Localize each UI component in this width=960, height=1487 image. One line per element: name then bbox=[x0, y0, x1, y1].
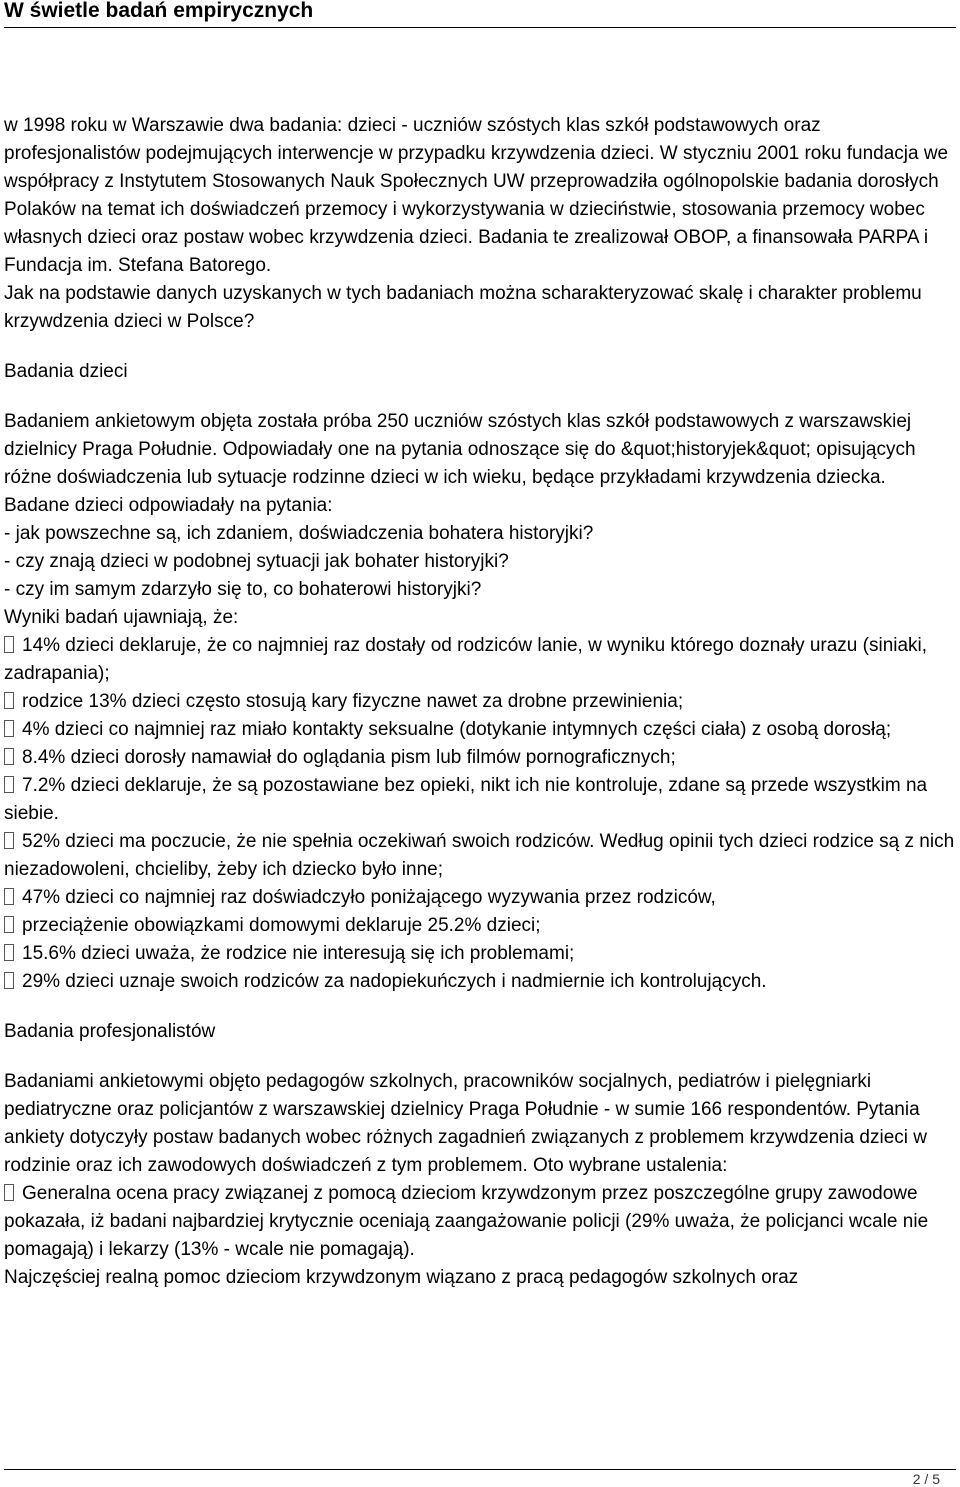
page-number: 2 / 5 bbox=[912, 1471, 940, 1487]
finding-item: Generalna ocena pracy związanej z pomocą dzieciom krzywdzonym przez poszczególne grupy zawodowe pokazała, iż badani najbardziej krytycznie oceniają zaangażowanie policji (29% uważa, że policjanci wcale nie pomagają) i lekarzy (13% - wcale nie pomagają). bbox=[4, 1183, 929, 1260]
question-line: - czy znają dzieci w podobnej sytuacji jak bohater historyjki? bbox=[4, 551, 509, 572]
bullet-icon bbox=[4, 944, 14, 961]
result-item: 4% dzieci co najmniej raz miało kontakty seksualne (dotykanie intymnych części ciała) z osobą dorosłą; bbox=[4, 716, 956, 744]
document-body bbox=[4, 112, 956, 1292]
bullet-icon bbox=[4, 832, 14, 849]
result-item: 14% dzieci deklaruje, że co najmniej raz dostały od rodziców lanie, w wyniku którego doznały urazu (siniaki, zadrapania); bbox=[4, 635, 928, 684]
header-divider bbox=[4, 27, 956, 28]
result-item: 15.6% dzieci uważa, że rodzice nie interesują się ich problemami; bbox=[4, 940, 956, 968]
bullet-icon bbox=[4, 692, 14, 709]
bullet-icon bbox=[4, 748, 14, 765]
bullet-icon bbox=[4, 776, 14, 793]
footer-divider bbox=[4, 1469, 956, 1470]
results-intro: Wyniki badań ujawniają, że: bbox=[4, 607, 239, 628]
section-heading-professionals: Badania profesjonalistów bbox=[4, 1021, 216, 1042]
bullet-icon bbox=[4, 888, 14, 905]
result-item: 7.2% dzieci deklaruje, że są pozostawiane bez opieki, nikt ich nie kontroluje, zdane są przede wszystkim na siebie. bbox=[4, 775, 928, 824]
bullet-icon bbox=[4, 972, 14, 989]
page-title: W świetle badań empirycznych bbox=[4, 0, 314, 22]
professionals-paragraph-continued: Najczęściej realną pomoc dzieciom krzywdzonym wiązano z pracą pedagogów szkolnych oraz bbox=[4, 1267, 799, 1288]
children-study-paragraph: Badaniem ankietowym objęta została próba 250 uczniów szóstych klas szkół podstawowych z warszawskiej dzielnicy Praga Południe. Odpowiadały one na pytania odnoszące się do &quot;historyjek&quot; opisujących różne doświadczenia lub sytuacje rodzinne dzieci w ich wieku, będące przykładami krzywdzenia dziecka. Badane dzieci odpowiadały na pytania: bbox=[4, 411, 916, 516]
result-item: przeciążenie obowiązkami domowymi deklaruje 25.2% dzieci; bbox=[4, 912, 956, 940]
intro-question: Jak na podstawie danych uzyskanych w tych badaniach można scharakteryzować skalę i charakter problemu krzywdzenia dzieci w Polsce? bbox=[4, 283, 922, 332]
bullet-icon bbox=[4, 636, 14, 653]
professionals-study-paragraph: Badaniami ankietowymi objęto pedagogów szkolnych, pracowników socjalnych, pediatrów i pielęgniarki pediatryczne oraz policjantów z warszawskiej dzielnicy Praga Południe - w sumie 166 respondentów. Pytania ankiety dotyczyły postaw badanych wobec różnych zagadnień związanych z problemem krzywdzenia dzieci w rodzinie oraz ich zawodowych doświadczeń z tym problemem. Oto wybrane ustalenia: bbox=[4, 1071, 928, 1176]
result-item: 52% dzieci ma poczucie, że nie spełnia oczekiwań swoich rodziców. Według opinii tych dzieci rodzice są z nich niezadowoleni, chcieliby, żeby ich dziecko było inne; bbox=[4, 831, 955, 880]
result-item: rodzice 13% dzieci często stosują kary fizyczne nawet za drobne przewinienia; bbox=[4, 688, 956, 716]
intro-paragraph: w 1998 roku w Warszawie dwa badania: dzieci - uczniów szóstych klas szkół podstawowych oraz profesjonalistów podejmujących interwencje w przypadku krzywdzenia dzieci. W styczniu 2001 roku fundacja we współpracy z Instytutem Stosowanych Nauk Społecznych UW przeprowadziła ogólnopolskie badania dorosłych Polaków na temat ich doświadczeń przemocy i wykorzystywania w dzieciństwie, stosowania przemocy wobec własnych dzieci oraz postaw wobec krzywdzenia dzieci. Badania te zrealizował OBOP, a finansowała PARPA i Fundacja im. Stefana Batorego. bbox=[4, 115, 949, 276]
result-item: 29% dzieci uznaje swoich rodziców za nadopiekuńczych i nadmiernie ich kontrolujących. bbox=[4, 968, 956, 996]
bullet-icon bbox=[4, 916, 14, 933]
question-line: - jak powszechne są, ich zdaniem, doświadczenia bohatera historyjki? bbox=[4, 523, 594, 544]
result-item: 47% dzieci co najmniej raz doświadczyło poniżającego wyzywania przez rodziców, bbox=[4, 884, 956, 912]
section-heading-children: Badania dzieci bbox=[4, 361, 128, 382]
bullet-icon bbox=[4, 1184, 14, 1201]
result-item: 8.4% dzieci dorosły namawiał do oglądania pism lub filmów pornograficznych; bbox=[4, 744, 956, 772]
page-header bbox=[4, 0, 956, 28]
bullet-icon bbox=[4, 720, 14, 737]
question-line: - czy im samym zdarzyło się to, co bohaterowi historyjki? bbox=[4, 579, 482, 600]
